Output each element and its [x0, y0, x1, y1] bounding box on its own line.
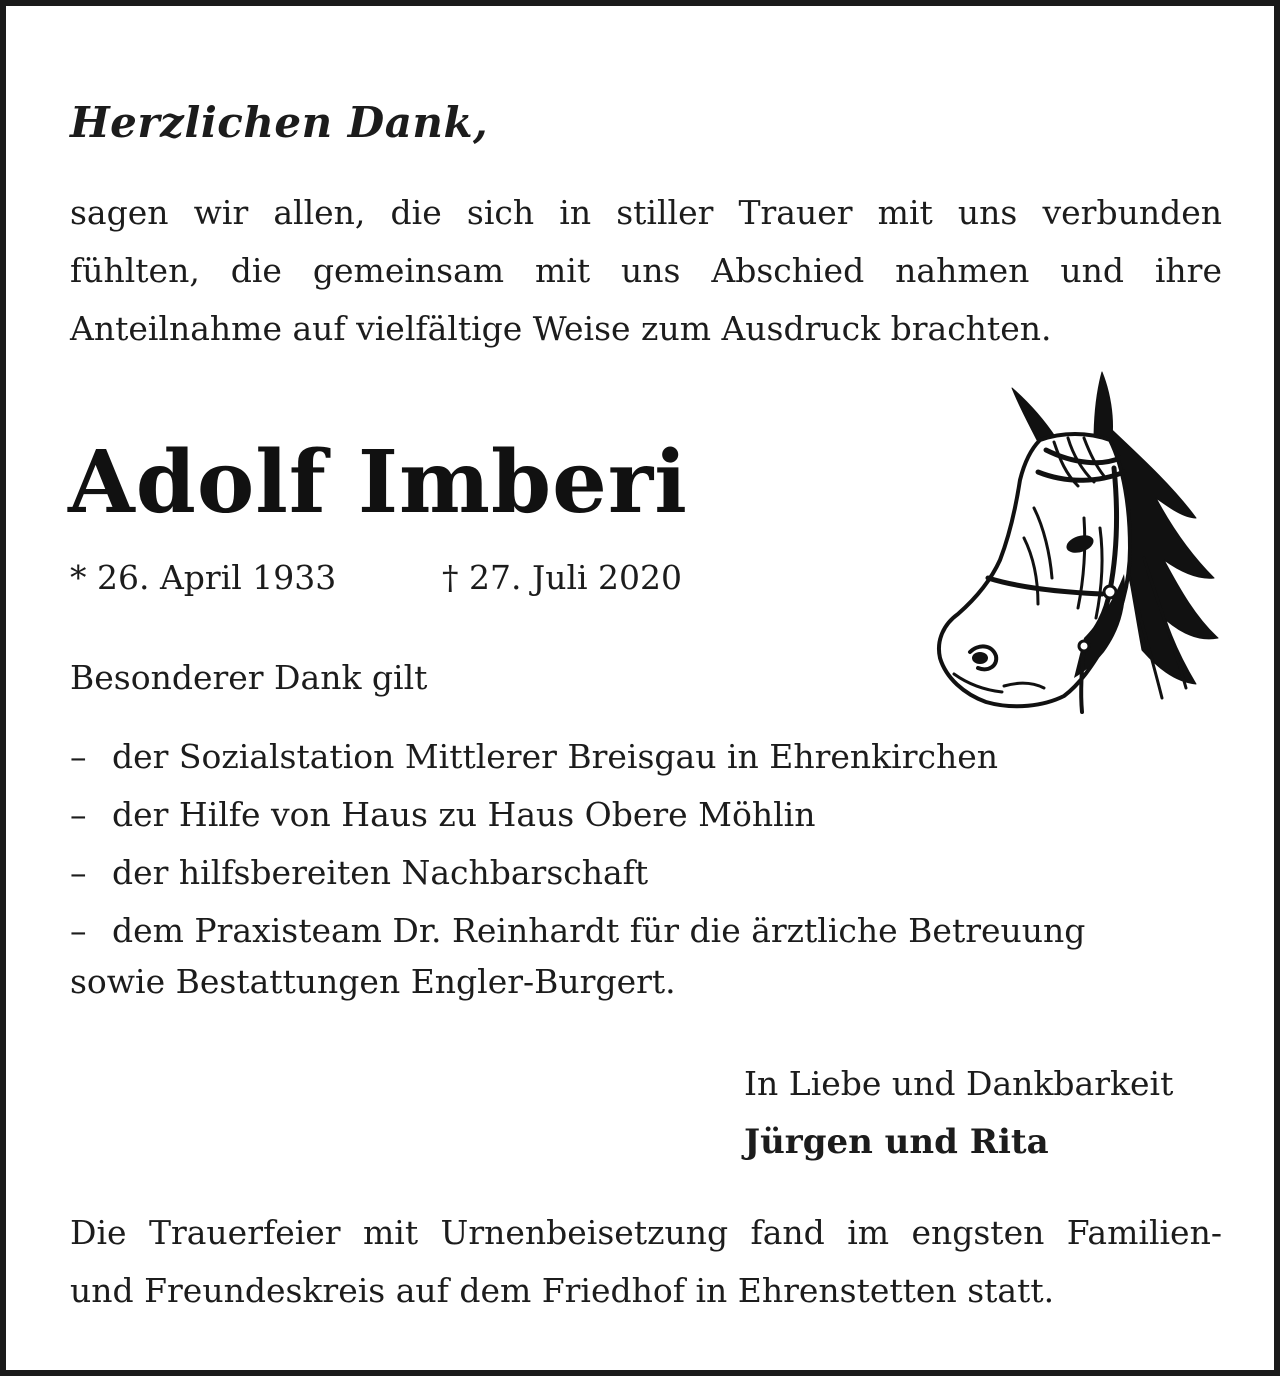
list-item-text: der Hilfe von Haus zu Haus Obere Möhlin	[112, 795, 816, 834]
list-item-text: dem Praxisteam Dr. Reinhardt für die ärztliche Betreuung	[112, 911, 1086, 950]
list-item	[70, 728, 1085, 786]
ceremony-line: Die Trauerfeier mit Urnenbeisetzung fand im engsten Familien-	[70, 1213, 1222, 1252]
list-item-text: der Sozialstation Mittlerer Breisgau in Ehrenkirchen	[112, 737, 999, 776]
deceased-name: Adolf Imberi	[68, 432, 688, 533]
thanks-also: sowie Bestattungen Engler-Burgert.	[70, 962, 676, 1001]
birth-date: * 26. April 1933	[70, 558, 337, 597]
ceremony-text	[70, 1204, 1222, 1320]
dash-bullet: –	[70, 795, 87, 834]
list-item	[70, 902, 1085, 960]
closing-phrase: In Liebe und Dankbarkeit	[744, 1064, 1174, 1103]
horse-head-icon	[934, 368, 1230, 718]
death-date: † 27. Juli 2020	[442, 558, 683, 597]
list-item	[70, 844, 1085, 902]
thanks-title: Besonderer Dank gilt	[70, 658, 428, 697]
ceremony-line: und Freundeskreis auf dem Friedhof in Ehrenstetten statt.	[70, 1271, 1055, 1310]
intro-line: sagen wir allen, die sich in stiller Trauer mit uns verbunden	[70, 193, 1222, 232]
dash-bullet: –	[70, 911, 87, 950]
signers: Jürgen und Rita	[744, 1122, 1049, 1162]
heading: Herzlichen Dank,	[70, 98, 489, 147]
intro-line: fühlten, die gemeinsam mit uns Abschied nahmen und ihre	[70, 251, 1222, 290]
thanks-list	[70, 728, 1085, 960]
list-item	[70, 786, 1085, 844]
list-item-text: der hilfsbereiten Nachbarschaft	[112, 853, 649, 892]
dash-bullet: –	[70, 853, 87, 892]
dash-bullet: –	[70, 737, 87, 776]
intro-line: Anteilnahme auf vielfältige Weise zum Ausdruck brachten.	[70, 309, 1052, 348]
intro-text	[70, 184, 1222, 358]
